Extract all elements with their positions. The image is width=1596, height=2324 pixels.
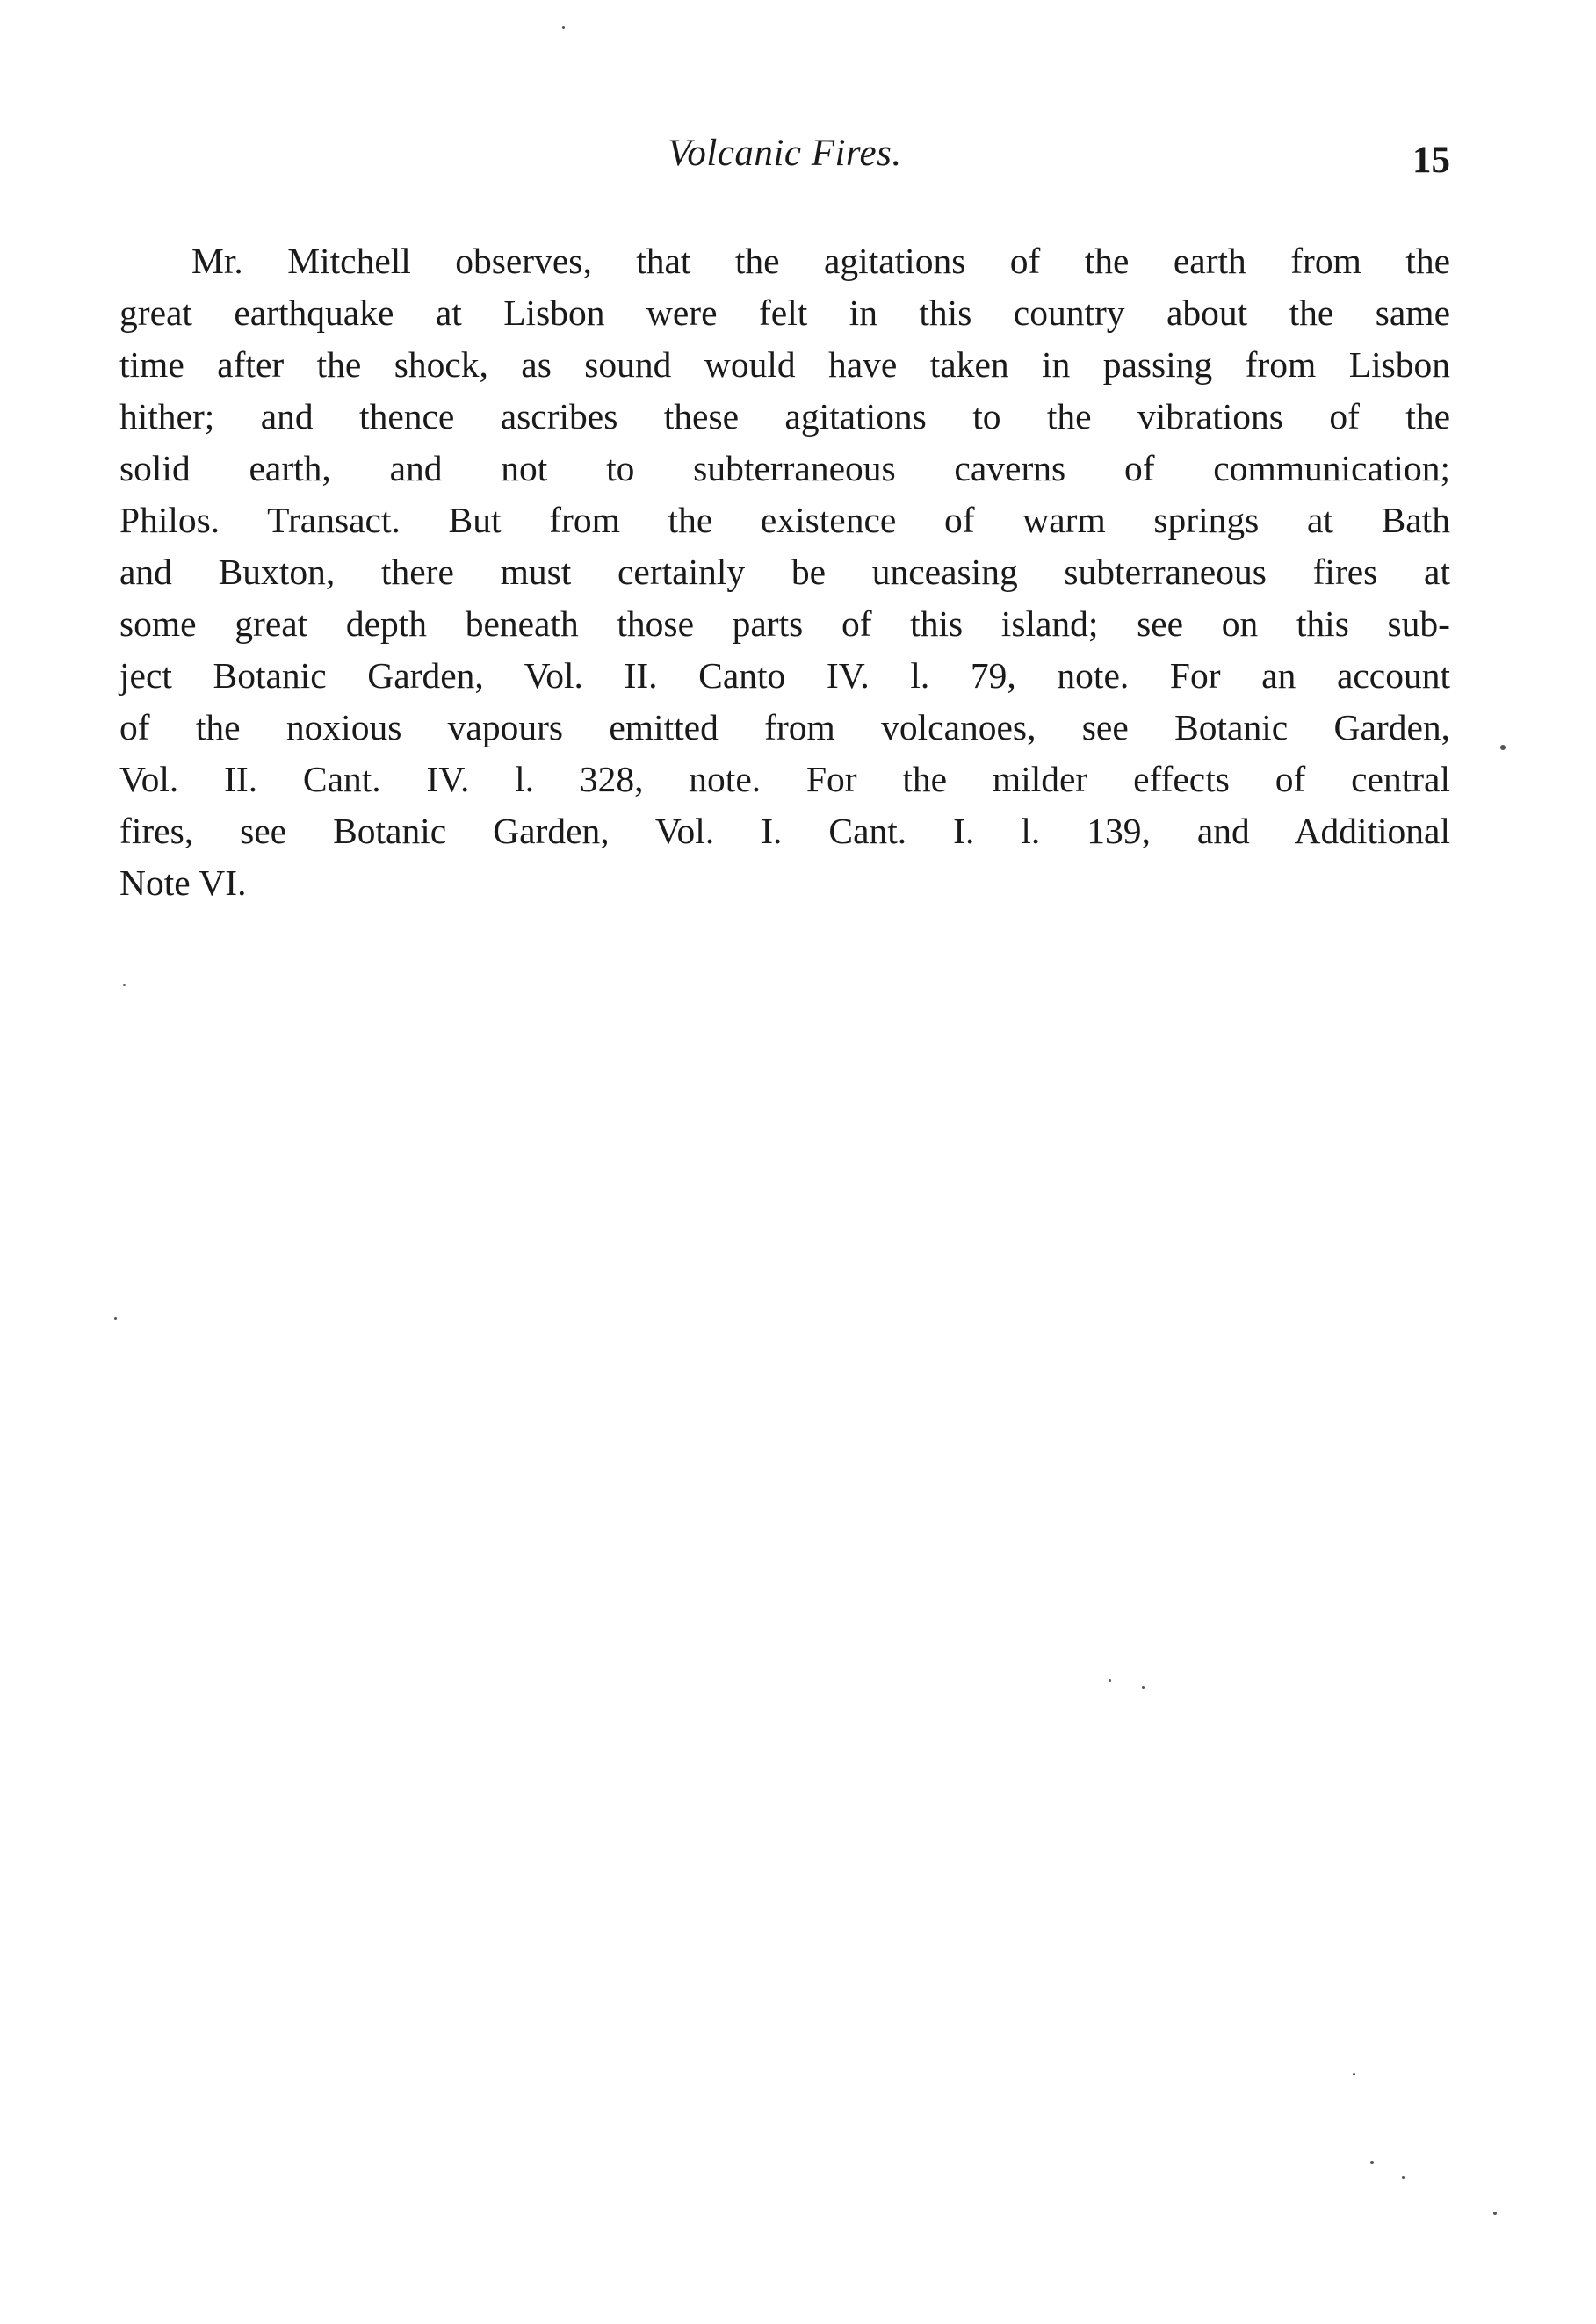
text-line: fires, see Botanic Garden, Vol. I. Cant. I. l. 139, and Additional <box>119 811 1450 851</box>
scan-speck <box>1109 1679 1111 1682</box>
scan-speck <box>123 984 126 986</box>
scan-speck <box>1370 2161 1374 2164</box>
scan-speck <box>114 1317 117 1320</box>
running-title: Volcanic Fires. <box>668 133 902 174</box>
body-paragraph <box>119 235 1450 909</box>
text-line: some great depth beneath those parts of this island; see on this sub- <box>119 603 1450 644</box>
scan-speck <box>1353 2073 1355 2075</box>
running-head <box>119 132 1450 193</box>
scan-speck <box>1142 1686 1145 1689</box>
text-line: Vol. II. Cant. IV. l. 328, note. For the milder effects of central <box>119 759 1450 799</box>
text-line: solid earth, and not to subterraneous caverns of communication; <box>119 448 1450 488</box>
text-line: great earthquake at Lisbon were felt in this country about the same <box>119 292 1450 333</box>
text-line: ject Botanic Garden, Vol. II. Canto IV. l. 79, note. For an account <box>119 655 1450 696</box>
text-line: Mr. Mitchell observes, that the agitations of the earth from the <box>191 241 1450 281</box>
scan-speck <box>1500 745 1506 750</box>
text-line: hither; and thence ascribes these agitations to the vibrations of the <box>119 396 1450 437</box>
scan-speck <box>562 26 565 29</box>
text-line: and Buxton, there must certainly be unceasing subterraneous fires at <box>119 552 1450 592</box>
scan-speck <box>1402 2176 1405 2179</box>
text-line: time after the shock, as sound would have taken in passing from Lisbon <box>119 344 1450 385</box>
text-line: of the noxious vapours emitted from volcanoes, see Botanic Garden, <box>119 707 1450 747</box>
scan-speck <box>1493 2212 1497 2215</box>
page-number: 15 <box>1412 140 1450 181</box>
text-line: Philos. Transact. But from the existence of warm springs at Bath <box>119 500 1450 540</box>
text-line: Note VI. <box>119 862 247 903</box>
